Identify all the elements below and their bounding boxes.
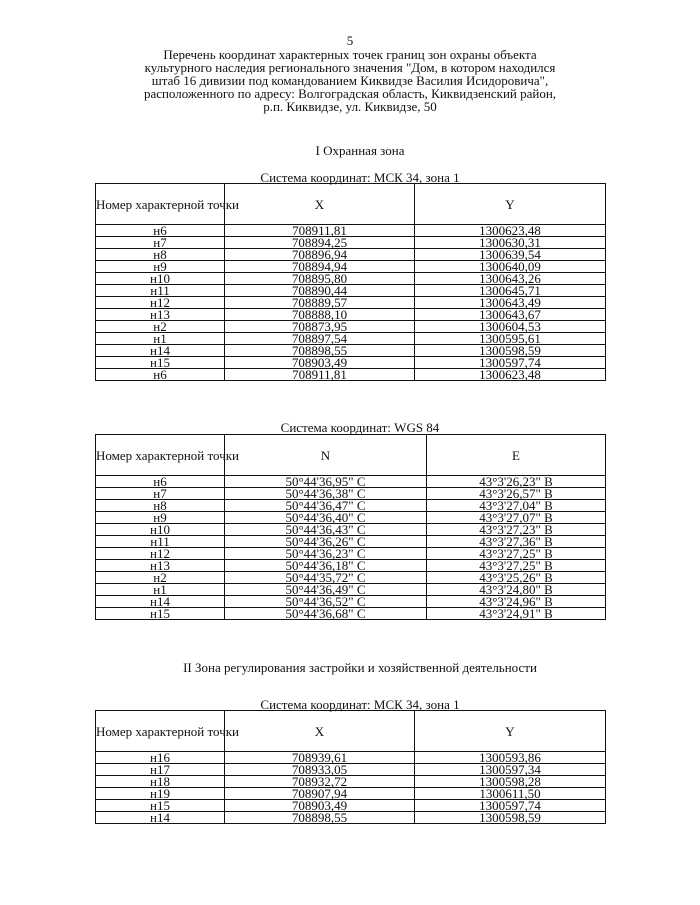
coordinate-cell: 708932,72 (225, 776, 415, 788)
coordinates-table-msk34-zone1-regulation (95, 710, 606, 824)
column-header-y: Y (415, 184, 606, 225)
coordinate-cell: 1300623,48 (415, 225, 606, 237)
page-number: 5 (346, 33, 354, 48)
coordinate-cell: 43°3'25,26" В (427, 572, 606, 584)
coordinate-cell: 1300630,31 (415, 237, 606, 249)
point-id-cell: н13 (96, 560, 225, 572)
table-row (96, 812, 606, 824)
point-id-cell: н19 (96, 788, 225, 800)
coordinate-cell: 50°44'36,47" С (225, 500, 427, 512)
coordinate-cell: 708903,49 (225, 800, 415, 812)
coordinate-cell: 50°44'36,18" С (225, 560, 427, 572)
table-caption: Система координат: МСК 34, зона 1 (260, 170, 460, 185)
point-id-cell: н8 (96, 249, 225, 261)
coordinate-cell: 708890,44 (225, 285, 415, 297)
title-line: штаб 16 дивизии под командованием Киквидзе Василия Исидоровича", (151, 73, 549, 88)
column-header-point: Номер характерной точки (96, 435, 225, 476)
coordinate-cell: 708939,61 (225, 752, 415, 764)
coordinate-cell: 50°44'36,26" С (225, 536, 427, 548)
coordinate-cell: 43°3'27,25" В (427, 560, 606, 572)
table-caption: Система координат: WGS 84 (280, 420, 440, 435)
coordinate-cell: 1300639,54 (415, 249, 606, 261)
coordinates-table-msk34-zone1 (95, 183, 606, 381)
column-header-y: Y (415, 711, 606, 752)
point-id-cell: н2 (96, 321, 225, 333)
coordinate-cell: 50°44'36,43" С (225, 524, 427, 536)
coordinate-cell: 708895,80 (225, 273, 415, 285)
coordinate-cell: 43°3'27,04" В (427, 500, 606, 512)
point-id-cell: н9 (96, 512, 225, 524)
point-id-cell: н15 (96, 608, 225, 620)
coordinate-cell: 1300643,26 (415, 273, 606, 285)
coordinate-cell: 43°3'26,23" В (427, 476, 606, 488)
coordinate-cell: 708898,55 (225, 812, 415, 824)
coordinate-cell: 708873,95 (225, 321, 415, 333)
point-id-cell: н10 (96, 273, 225, 285)
point-id-cell: н12 (96, 548, 225, 560)
coordinate-cell: 50°44'36,49" С (225, 584, 427, 596)
coordinate-cell: 1300598,59 (415, 345, 606, 357)
coordinate-cell: 43°3'24,96" В (427, 596, 606, 608)
coordinate-cell: 50°44'36,40" С (225, 512, 427, 524)
coordinate-cell: 43°3'26,57" В (427, 488, 606, 500)
coordinate-cell: 1300604,53 (415, 321, 606, 333)
title-line: Перечень координат характерных точек границ зон охраны объекта (163, 47, 537, 62)
document-title (95, 48, 605, 113)
point-id-cell: н11 (96, 285, 225, 297)
coordinate-cell: 1300643,49 (415, 297, 606, 309)
coordinate-cell: 1300640,09 (415, 261, 606, 273)
column-header-n: N (225, 435, 427, 476)
column-header-e: E (427, 435, 606, 476)
coordinate-cell: 50°44'36,23" С (225, 548, 427, 560)
coordinate-cell: 43°3'27,36" В (427, 536, 606, 548)
table-body (96, 225, 606, 381)
coordinate-cell: 43°3'27,07" В (427, 512, 606, 524)
coordinate-cell: 1300645,71 (415, 285, 606, 297)
coordinate-cell: 1300611,50 (415, 788, 606, 800)
coordinates-table-wgs84 (95, 434, 606, 620)
point-id-cell: н14 (96, 345, 225, 357)
point-id-cell: н1 (96, 584, 225, 596)
point-id-cell: н15 (96, 357, 225, 369)
coordinate-cell: 50°44'36,95" С (225, 476, 427, 488)
column-header-point: Номер характерной точки (96, 711, 225, 752)
coordinate-cell: 1300598,28 (415, 776, 606, 788)
point-id-cell: н18 (96, 776, 225, 788)
point-id-cell: н6 (96, 225, 225, 237)
point-id-cell: н10 (96, 524, 225, 536)
table-row (96, 608, 606, 620)
point-id-cell: н7 (96, 488, 225, 500)
coordinate-cell: 1300623,48 (415, 369, 606, 381)
point-id-cell: н12 (96, 297, 225, 309)
point-id-cell: н6 (96, 476, 225, 488)
coordinate-cell: 708897,54 (225, 333, 415, 345)
coordinate-cell: 708894,94 (225, 261, 415, 273)
coordinate-cell: 708911,81 (225, 369, 415, 381)
column-header-point: Номер характерной точки (96, 184, 225, 225)
coordinate-cell: 1300597,34 (415, 764, 606, 776)
coordinate-cell: 50°44'35,72" С (225, 572, 427, 584)
point-id-cell: н6 (96, 369, 225, 381)
coordinate-cell: 1300643,67 (415, 309, 606, 321)
table-body (96, 476, 606, 620)
point-id-cell: н14 (96, 812, 225, 824)
point-id-cell: н15 (96, 800, 225, 812)
point-id-cell: н11 (96, 536, 225, 548)
point-id-cell: н2 (96, 572, 225, 584)
coordinate-cell: 50°44'36,38" С (225, 488, 427, 500)
point-id-cell: н14 (96, 596, 225, 608)
point-id-cell: н7 (96, 237, 225, 249)
table-body (96, 752, 606, 824)
title-line: культурного наследия регионального значения "Дом, в котором находился (144, 60, 556, 75)
column-header-x: X (225, 711, 415, 752)
coordinate-cell: 708898,55 (225, 345, 415, 357)
coordinate-cell: 43°3'27,23" В (427, 524, 606, 536)
coordinate-cell: 1300597,74 (415, 800, 606, 812)
coordinate-cell: 708907,94 (225, 788, 415, 800)
coordinate-cell: 708888,10 (225, 309, 415, 321)
coordinate-cell: 708896,94 (225, 249, 415, 261)
coordinate-cell: 43°3'24,91" В (427, 608, 606, 620)
coordinate-cell: 708933,05 (225, 764, 415, 776)
coordinate-cell: 1300597,74 (415, 357, 606, 369)
title-line: расположенного по адресу: Волгоградская область, Киквидзенский район, (143, 86, 557, 101)
title-line: р.п. Киквидзе, ул. Киквидзе, 50 (263, 99, 437, 114)
coordinate-cell: 50°44'36,52" С (225, 596, 427, 608)
point-id-cell: н16 (96, 752, 225, 764)
coordinate-cell: 708911,81 (225, 225, 415, 237)
section-heading-protection-zone: I Охранная зона (315, 143, 405, 158)
point-id-cell: н9 (96, 261, 225, 273)
coordinate-cell: 50°44'36,68" С (225, 608, 427, 620)
section-heading-regulation-zone: II Зона регулирования застройки и хозяйственной деятельности (183, 660, 537, 675)
coordinate-cell: 43°3'27,25" В (427, 548, 606, 560)
point-id-cell: н1 (96, 333, 225, 345)
coordinate-cell: 1300595,61 (415, 333, 606, 345)
point-id-cell: н8 (96, 500, 225, 512)
coordinate-cell: 708903,49 (225, 357, 415, 369)
coordinate-cell: 708894,25 (225, 237, 415, 249)
coordinate-cell: 1300598,59 (415, 812, 606, 824)
coordinate-cell: 1300593,86 (415, 752, 606, 764)
coordinate-cell: 43°3'24,80" В (427, 584, 606, 596)
table-caption: Система координат: МСК 34, зона 1 (260, 697, 460, 712)
column-header-x: X (225, 184, 415, 225)
point-id-cell: н17 (96, 764, 225, 776)
point-id-cell: н13 (96, 309, 225, 321)
table-row (96, 369, 606, 381)
coordinate-cell: 708889,57 (225, 297, 415, 309)
